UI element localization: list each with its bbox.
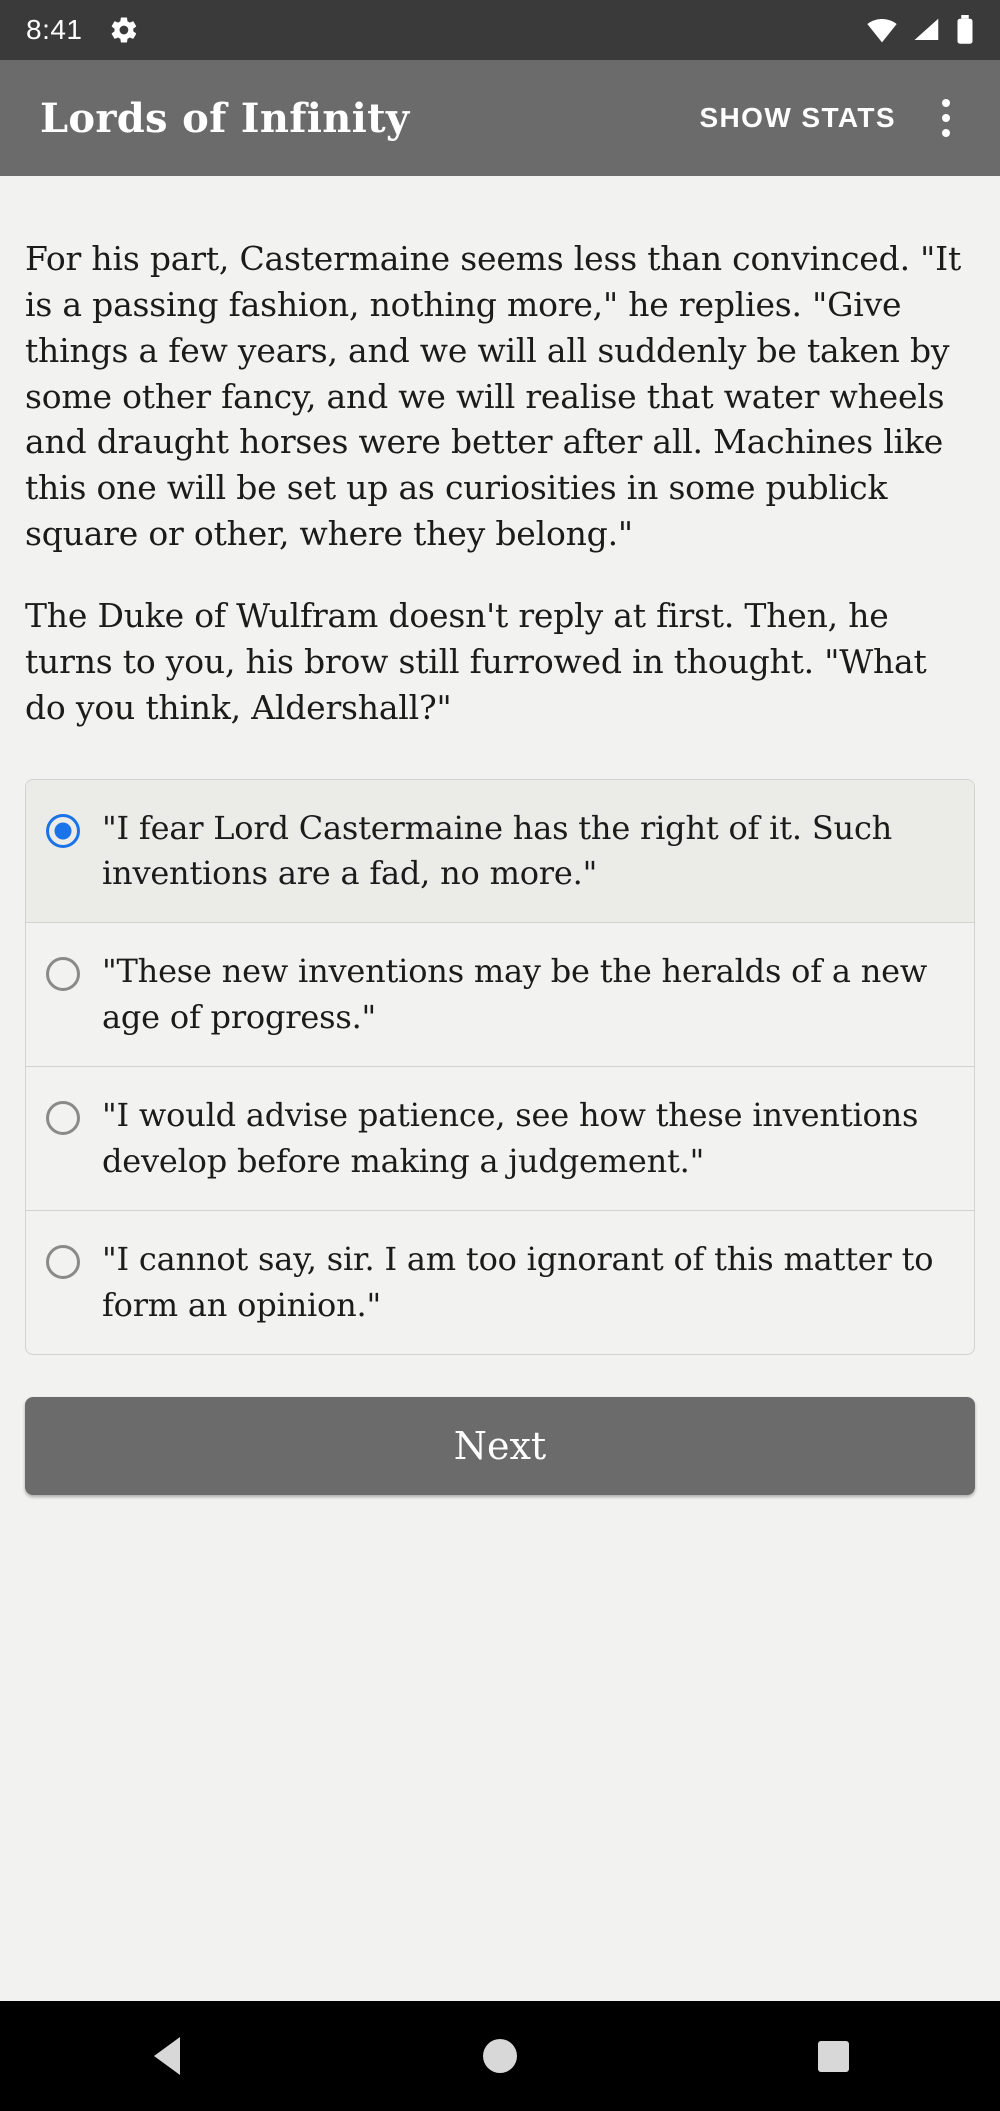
overflow-dot-2 [942,114,950,122]
story-content [0,176,1000,1979]
story-paragraph: The Duke of Wulfram doesn't reply at first. Then, he turns to you, his brow still furrowed in thought. "What do you think, Aldershall?" [25,596,927,727]
home-button[interactable] [440,2001,560,2111]
choice-label-1: "I fear Lord Castermaine has the right of it. Such inventions are a fad, no more." [102,808,893,893]
home-icon [483,2039,517,2073]
recents-button[interactable] [773,2001,893,2111]
system-navigation-bar [0,2001,1000,2111]
back-button[interactable] [107,2001,227,2111]
choice-label-2: "These new inventions may be the heralds of a new age of progress." [102,952,928,1036]
next-button[interactable]: Next [25,1397,975,1495]
show-stats-button[interactable]: SHOW STATS [699,102,896,133]
overflow-dot-1 [942,99,950,107]
status-bar [0,0,1000,60]
gear-icon [109,15,139,45]
choice-list [25,779,975,1356]
radio-button-4[interactable] [46,1245,80,1279]
content-bottom-spacer [0,1979,1000,2001]
choice-option-1[interactable] [26,780,974,924]
choice-option-2[interactable] [26,923,974,1067]
story-text [25,176,975,731]
app-bar [0,60,1000,176]
overflow-dot-3 [942,129,950,137]
choice-option-4[interactable] [26,1211,974,1354]
choice-label-3: "I would advise patience, see how these inventions develop before making a judgement." [102,1096,919,1180]
battery-icon [956,15,974,45]
page-title: Lords of Infinity [40,94,410,142]
radio-button-2[interactable] [46,957,80,991]
radio-button-3[interactable] [46,1101,80,1135]
back-icon [154,2037,180,2075]
overflow-menu-icon[interactable] [918,90,974,146]
wifi-icon [866,17,898,43]
story-paragraph: For his part, Castermaine seems less than convinced. "It is a passing fashion, nothing more," he replies. "Give things a few years, and we will all suddenly be taken by some other fancy, and we will realise that water wheels and draught horses were better after all. Machines like this one will be set up as curiosities in some publick square or other, where they belong." [25,239,962,554]
radio-button-1[interactable] [46,814,80,848]
choice-label-4: "I cannot say, sir. I am too ignorant of this matter to form an opinion." [102,1240,934,1324]
choice-option-3[interactable] [26,1067,974,1211]
status-time: 8:41 [26,14,83,45]
recents-icon [818,2041,849,2072]
status-notification-icons [109,15,139,45]
status-system-icons [866,15,974,45]
signal-icon [912,17,942,43]
